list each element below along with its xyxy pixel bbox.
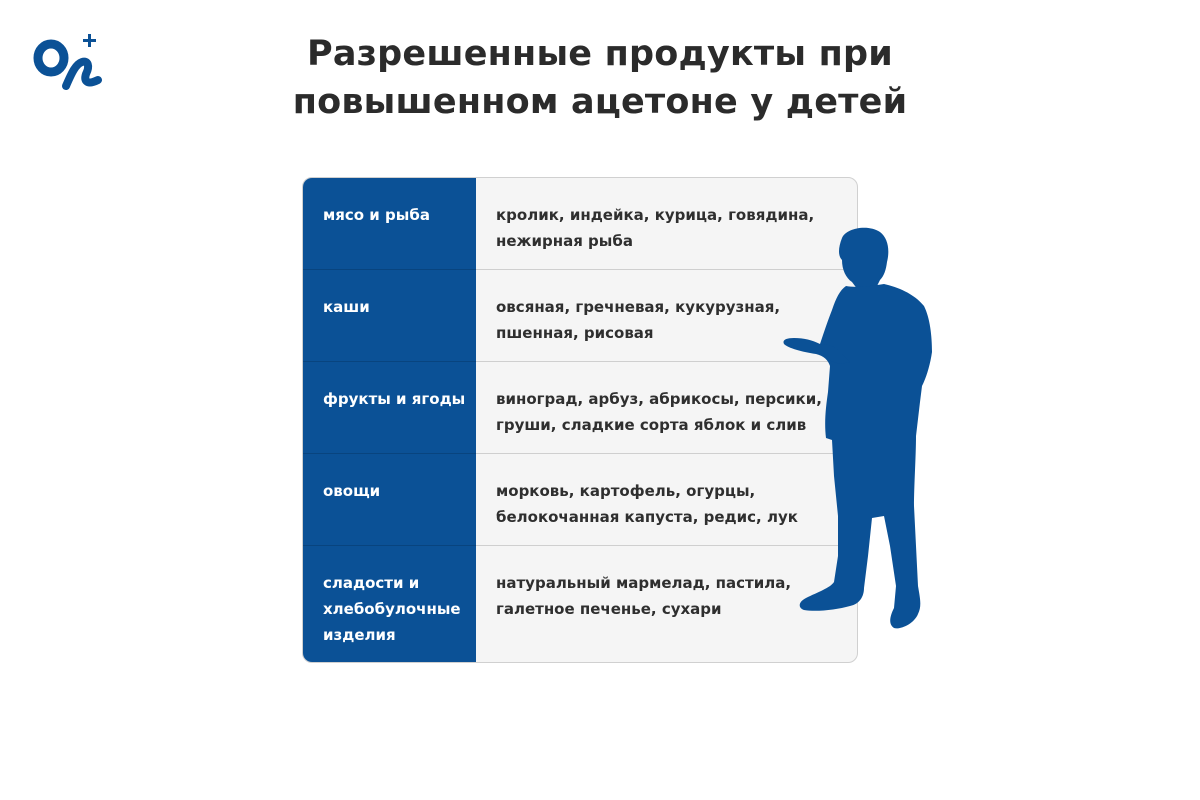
page-title-line-2: повышенном ацетоне у детей <box>292 82 908 122</box>
page-title <box>0 30 1200 126</box>
category-cell: фрукты и ягоды <box>303 361 476 453</box>
allowed-foods-table <box>302 177 858 663</box>
table-row <box>303 269 857 361</box>
items-line: пшенная, рисовая <box>496 324 654 342</box>
items-line: нежирная рыба <box>496 232 633 250</box>
items-line: кролик, индейка, курица, говядина, <box>496 206 815 224</box>
page-title-line-1: Разрешенные продукты при <box>306 34 894 74</box>
person-with-phone-silhouette-icon <box>780 226 940 636</box>
table-row <box>303 178 857 269</box>
items-line: виноград, арбуз, абрикосы, персики, <box>496 390 822 408</box>
table-row <box>303 453 857 545</box>
table-row <box>303 545 857 662</box>
category-cell: овощи <box>303 453 476 545</box>
items-line: груши, сладкие сорта яблок и слив <box>496 416 807 434</box>
table-row <box>303 361 857 453</box>
items-line: белокочанная капуста, редис, лук <box>496 508 798 526</box>
items-line: овсяная, гречневая, кукурузная, <box>496 298 781 316</box>
items-line: натуральный мармелад, пастила, <box>496 574 792 592</box>
items-line: галетное печенье, сухари <box>496 600 722 618</box>
category-cell: сладости и хлебобулочные изделия <box>303 545 476 662</box>
category-cell: каши <box>303 269 476 361</box>
items-line: морковь, картофель, огурцы, <box>496 482 756 500</box>
category-cell: мясо и рыба <box>303 178 476 269</box>
